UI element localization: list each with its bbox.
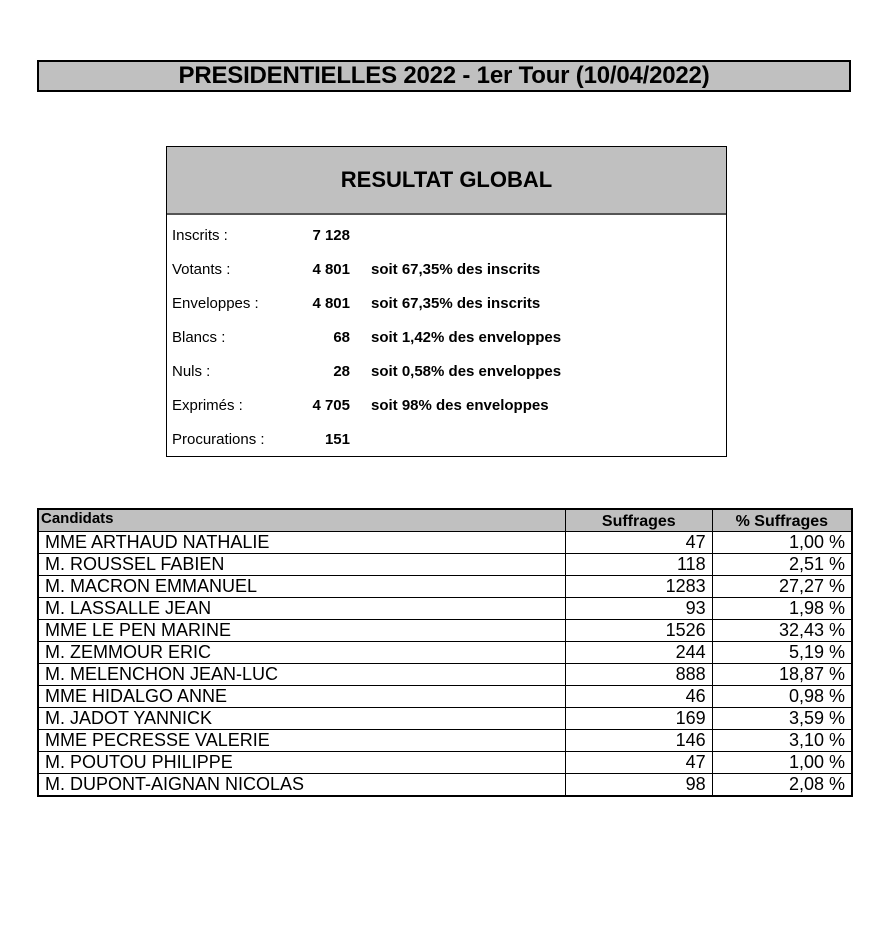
- candidate-votes: 1526: [565, 619, 712, 641]
- candidate-name: MME ARTHAUD NATHALIE: [38, 531, 565, 553]
- stat-note: soit 67,35% des inscrits: [371, 295, 541, 312]
- stat-label: Exprimés :: [172, 397, 243, 414]
- candidate-name: MME LE PEN MARINE: [38, 619, 565, 641]
- candidate-name: M. MELENCHON JEAN-LUC: [38, 663, 565, 685]
- candidate-percent: 32,43 %: [712, 619, 852, 641]
- page-title: PRESIDENTIELLES 2022 - 1er Tour (10/04/2022): [37, 60, 851, 92]
- candidate-percent: 27,27 %: [712, 575, 852, 597]
- stat-note: soit 98% des enveloppes: [371, 397, 549, 414]
- header-percent: % Suffrages: [712, 509, 852, 531]
- stat-label: Procurations :: [172, 431, 265, 448]
- candidate-name: M. DUPONT-AIGNAN NICOLAS: [38, 773, 565, 796]
- candidate-votes: 47: [565, 531, 712, 553]
- candidate-votes: 46: [565, 685, 712, 707]
- candidate-percent: 3,59 %: [712, 707, 852, 729]
- candidate-votes: 93: [565, 597, 712, 619]
- stat-row: [167, 363, 726, 383]
- stat-value: 4 801: [312, 295, 350, 312]
- candidate-name: M. JADOT YANNICK: [38, 707, 565, 729]
- stat-value: 4 801: [312, 261, 350, 278]
- stat-row: [167, 227, 726, 247]
- candidate-percent: 18,87 %: [712, 663, 852, 685]
- candidate-percent: 1,00 %: [712, 751, 852, 773]
- candidate-votes: 169: [565, 707, 712, 729]
- candidate-percent: 3,10 %: [712, 729, 852, 751]
- stat-note: soit 0,58% des enveloppes: [371, 363, 562, 380]
- candidate-percent: 0,98 %: [712, 685, 852, 707]
- stat-row: [167, 295, 726, 315]
- global-results-panel: [166, 146, 727, 457]
- table-row: [38, 531, 852, 553]
- candidate-votes: 98: [565, 773, 712, 796]
- candidate-votes: 47: [565, 751, 712, 773]
- table-row: [38, 773, 852, 796]
- table-row: [38, 553, 852, 575]
- table-header-row: [38, 509, 852, 531]
- candidate-votes: 146: [565, 729, 712, 751]
- stat-row: [167, 397, 726, 417]
- stat-value: 28: [333, 363, 350, 380]
- stat-label: Inscrits :: [172, 227, 228, 244]
- candidate-percent: 2,51 %: [712, 553, 852, 575]
- table-row: [38, 641, 852, 663]
- table-row: [38, 729, 852, 751]
- stat-value: 68: [333, 329, 350, 346]
- candidate-votes: 1283: [565, 575, 712, 597]
- stat-value: 151: [324, 431, 350, 448]
- stat-label: Blancs :: [172, 329, 226, 346]
- table-row: [38, 619, 852, 641]
- candidate-name: MME PECRESSE VALERIE: [38, 729, 565, 751]
- candidate-votes: 118: [565, 553, 712, 575]
- stat-value: 4 705: [312, 397, 350, 414]
- stat-label: Votants :: [172, 261, 231, 278]
- stat-row: [167, 261, 726, 281]
- header-votes: Suffrages: [565, 509, 712, 531]
- candidate-name: M. POUTOU PHILIPPE: [38, 751, 565, 773]
- candidate-votes: 888: [565, 663, 712, 685]
- header-candidates: Candidats: [38, 509, 565, 531]
- candidate-votes: 244: [565, 641, 712, 663]
- candidate-name: M. ROUSSEL FABIEN: [38, 553, 565, 575]
- candidate-percent: 2,08 %: [712, 773, 852, 796]
- candidate-name: M. LASSALLE JEAN: [38, 597, 565, 619]
- candidate-percent: 5,19 %: [712, 641, 852, 663]
- table-row: [38, 575, 852, 597]
- stat-label: Nuls :: [172, 363, 211, 380]
- table-row: [38, 597, 852, 619]
- candidate-name: MME HIDALGO ANNE: [38, 685, 565, 707]
- stat-row: [167, 431, 726, 451]
- candidate-name: M. ZEMMOUR ERIC: [38, 641, 565, 663]
- candidate-percent: 1,00 %: [712, 531, 852, 553]
- candidate-name: M. MACRON EMMANUEL: [38, 575, 565, 597]
- table-row: [38, 707, 852, 729]
- candidate-percent: 1,98 %: [712, 597, 852, 619]
- table-row: [38, 751, 852, 773]
- global-results-heading: RESULTAT GLOBAL: [167, 147, 726, 215]
- stat-label: Enveloppes :: [172, 295, 259, 312]
- stat-note: soit 67,35% des inscrits: [371, 261, 541, 278]
- table-row: [38, 663, 852, 685]
- table-row: [38, 685, 852, 707]
- stat-note: soit 1,42% des enveloppes: [371, 329, 562, 346]
- stat-row: [167, 329, 726, 349]
- stat-value: 7 128: [312, 227, 350, 244]
- candidates-table: [37, 508, 853, 797]
